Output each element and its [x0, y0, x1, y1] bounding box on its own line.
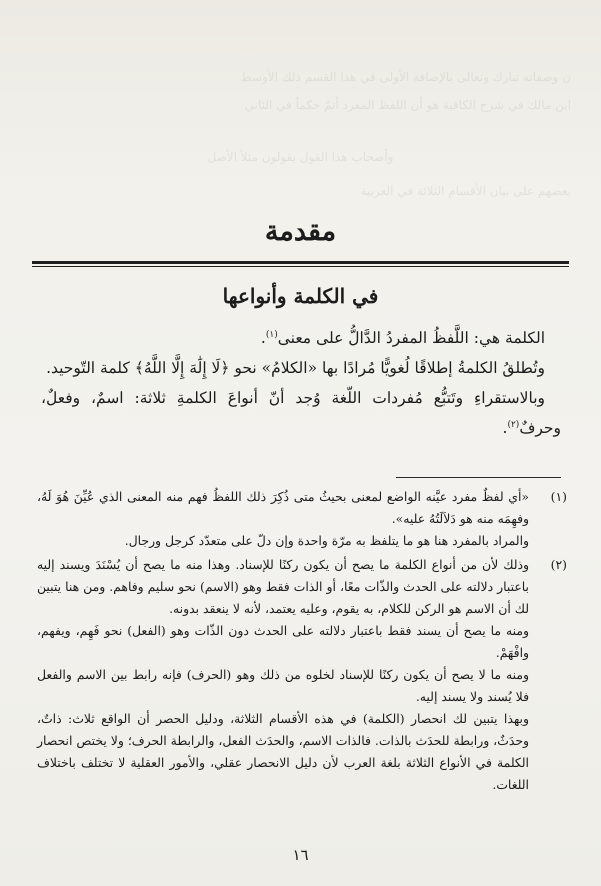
paragraph-text: وبالاستقراءِ وتَتبُّع مُفردات اللّغة وُجد أنّ أنواعَ الكلمةِ ثلاثة: اسمٌ، وفعلٌ، وحرفٌ: [41, 389, 561, 438]
footnote-number: (٢): [550, 557, 567, 572]
footnote: [37, 486, 567, 552]
footnote: [37, 554, 567, 708]
footnote-separator: [396, 477, 561, 478]
footnote-continuation: وبهذا يتبين لك انحصار (الكلمة) في هذه الأقسام الثلاثة، ودليل الحصر أن الواقع ثلاث: ذاتٌ، وحدَثٌ، ورابطة للحدَث بالذات. فالذات الاسم، والحدَث الفعل، والرابطة الحرف؛ ولا يختص انحصار الكلمة في الأنواع الثلاثة بلغة العرب لأن دليل الانحصار عقلي، والأمور العقلية لا تختلف باختلاف اللغات.: [37, 711, 529, 792]
paragraph: [41, 355, 561, 382]
bleed-through-line: وأصحاب هذا القول يقولون مثلاً الأصل: [207, 150, 394, 164]
footnote-line: ومنه ما لا يصح أن يكون ركنًا للإسناد لخلوه من ذلك وهو (الحرف) فإنه رابط بين الاسم والفعل فلا يُسند ولا يسند إليه.: [37, 667, 529, 704]
section-heading: في الكلمة وأنواعها: [222, 284, 379, 308]
footnote-line: «أي لفظٌ مفرد عيَّنه الواضع لمعنى بحيثُ متى ذُكِرَ ذلك اللفظُ فهم منه المعنى الذي عُيِّنَ هُوَ لَهُ، وفهِمَه منه هو دَلاَلَتُهُ عليه».: [37, 489, 529, 526]
footnote-number: (١): [550, 489, 567, 504]
paragraph: [41, 385, 561, 442]
page-header: [0, 216, 601, 247]
paragraph-end: .: [502, 419, 508, 438]
footnote-body: [37, 486, 529, 552]
main-text: [41, 322, 561, 445]
footnote-line: وذلك لأن من أنواع الكلمة ما يصح أن يكون ركنًا للإسناد. وهذا منه ما يصح أن يُسْنَدَ ويسند إليه باعتبار دلالته على الحدث والذّات معًا، أو الذات فقط وهو (الاسم) نحو سليم وفاهم. ومن هنا يتبين لك أن الاسم هو الركن للكلام، به يقوم، وعليه يعتمد، لأنه لا ينعقد بدونه.: [37, 557, 529, 616]
header-rule-thick: [32, 261, 569, 264]
paragraph-text: وتُطلقُ الكلمةُ إطلاقًا لُغويًّا مُرادًا بها «الكلامُ» نحو ﴿لَا إِلَٰهَ إِلَّا اللَّهُ﴾ كلمة التّوحيد.: [46, 359, 545, 378]
footnote-body: [37, 554, 529, 708]
page-title: مقدمة: [264, 216, 337, 247]
footnotes: [37, 486, 567, 796]
bleed-through-line: بعضهم على بيان الأقسام الثلاثة في العربية: [360, 184, 571, 198]
page-number: ١٦: [292, 846, 309, 864]
header-rule-thin: [32, 266, 569, 267]
bleed-through-line: ابن مالك في شرح الكافية هو أن اللفظ المفرد أتمّ حكماً في الثاني: [244, 98, 571, 112]
footnote-line: والمراد بالمفرد هنا هو ما يتلفظ به مرّة واحدة وإن دلّ على متعدّد كرجل ورجال.: [124, 533, 529, 548]
footnote-line: ومنه ما يصح أن يسند فقط باعتبار دلالته على الحدث دون الذّات وهو (الفعل) نحو فَهِم، ويفهم، وافْهَمْ.: [37, 623, 529, 660]
footnote-ref: (١): [265, 330, 278, 340]
bleed-through-line: ن وصفاته تبارك وتعالى بالإضافة الأولى في هذا القسم ذلك الأوسط: [240, 70, 571, 84]
footnote-ref: (٢): [507, 420, 520, 431]
paragraph-text: الكلمة هي: اللَّفظُ المفردُ الدَّالُّ على معنى: [277, 329, 545, 348]
paragraph: الكلمة هي: اللَّفظُ المفردُ الدَّالُّ على معنى$^{(١)}$.: [260, 329, 545, 348]
